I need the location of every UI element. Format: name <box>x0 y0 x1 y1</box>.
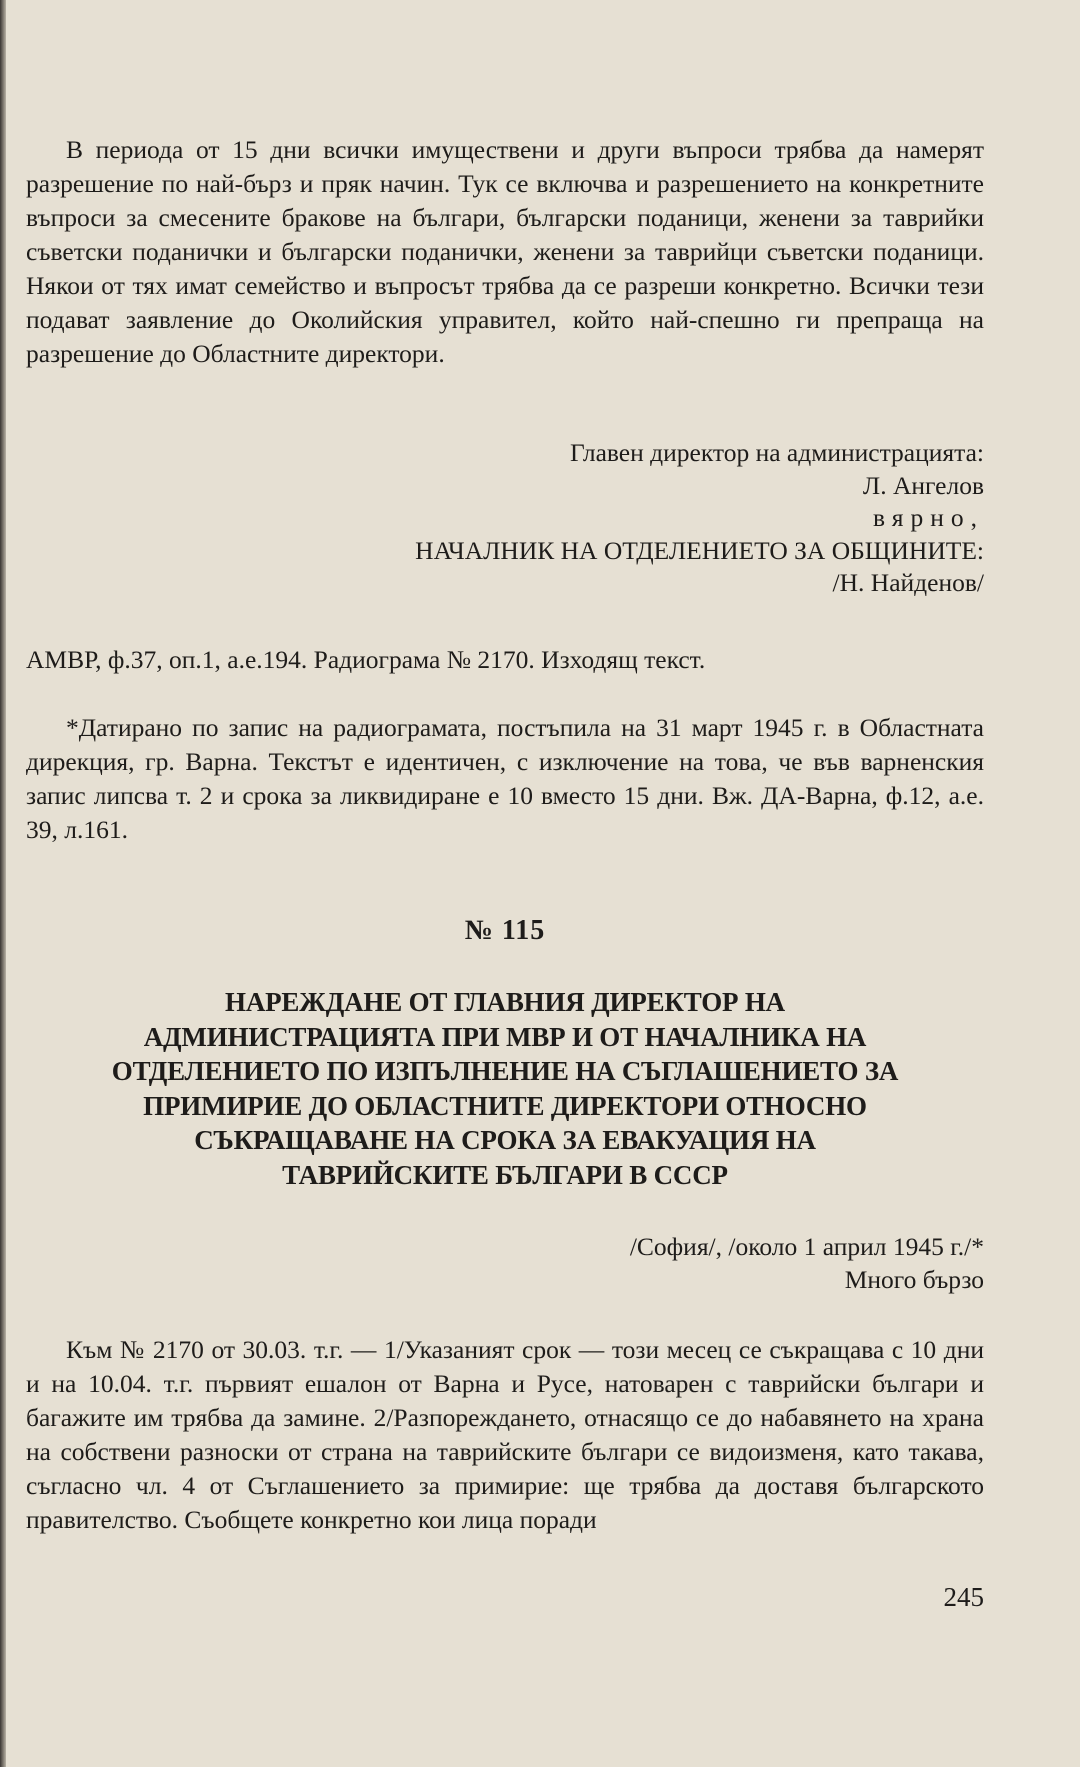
document-header-right <box>26 1231 984 1296</box>
document-body: Към № 2170 от 30.03. т.г. — 1/Указаният срок — този месец се съкращава с 10 дни и на 10.04. т.г. първият ешалон от Варна и Русе, натоварен с таврийски българи и багажите им трябва да замине. 2/Разпореждането, отнасящо се до набавянето на храна на собствени разноски от страна на таврийските българи се видоизменя, като такава, съгласно чл. 4 от Съглашението за примирие: ще трябва да доставя българското правителство. Съобщете конкретно кои лица поради <box>26 1335 984 1534</box>
chief-title: НАЧАЛНИК НА ОТДЕЛЕНИЕТО ЗА ОБЩИНИТЕ: <box>415 535 984 565</box>
top-paragraph-block <box>26 133 984 371</box>
footnote-block <box>26 711 984 847</box>
signature-block <box>26 437 984 600</box>
document-title-line: ПРИМИРИЕ ДО ОБЛАСТНИТЕ ДИРЕКТОРИ ОТНОСНО <box>143 1090 867 1121</box>
archive-reference: АМВР, ф.37, оп.1, а.е.194. Радиограма № 2170. Изходящ текст. <box>26 645 706 674</box>
book-spine-shadow <box>0 0 6 1767</box>
true-copy-note: вярно, <box>873 503 984 532</box>
document-title <box>26 985 984 1192</box>
page-number: 245 <box>943 1582 984 1612</box>
document-number-block <box>26 915 984 947</box>
document-title-line: НАРЕЖДАНЕ ОТ ГЛАВНИЯ ДИРЕКТОР НА <box>225 987 785 1017</box>
footnote: *Датирано по запис на радиограмата, постъпила на 31 март 1945 г. в Областната дирекция, гр. Варна. Текстът е идентичен, с изключение на това, че във варненския запис липсва т. 2 и срока за ликвидиране е 10 вместо 15 дни. Вж. ДА-Варна, ф.12, а.е. 39, л.161. <box>26 713 984 844</box>
document-body-block <box>26 1333 984 1537</box>
page-number-block <box>26 1582 984 1613</box>
signature-position: Главен директор на администрацията: <box>570 438 984 467</box>
document-title-line: ТАВРИЙСКИТЕ БЪЛГАРИ В СССР <box>282 1159 728 1190</box>
document-title-line: ОТДЕЛЕНИЕТО ПО ИЗПЪЛНЕНИЕ НА СЪГЛАШЕНИЕТО ЗА <box>111 1056 899 1086</box>
place-date: /София/, /около 1 април 1945 г./* <box>629 1232 984 1261</box>
document-title-line: АДМИНИСТРАЦИЯТА ПРИ МВР И ОТ НАЧАЛНИКА НА <box>143 1021 867 1052</box>
document-title-line: СЪКРАЩАВАНЕ НА СРОКА ЗА ЕВАКУАЦИЯ НА <box>194 1125 816 1155</box>
archive-reference-block <box>26 643 984 677</box>
chief-name: /Н. Найденов/ <box>832 568 984 597</box>
signature-name: Л. Ангелов <box>862 470 984 500</box>
top-paragraph: В периода от 15 дни всички имуществени и други въпроси трябва да намерят разрешение по най-бърз и пряк начин. Тук се включва и разрешението на конкретните въпроси за смесените бракове на българи, български поданици, женени за таврийки съветски поданички и български поданички, женени за таврийци съветски поданици. Някои от тях имат семейство и въпросът трябва да се разреши конкретно. Всички тези подават заявление до Околийския управител, който най-спешно ги препраща на разрешение до Областните директори. <box>26 135 984 368</box>
document-number: № 115 <box>464 915 546 946</box>
urgency-note: Много бързо <box>844 1264 984 1294</box>
